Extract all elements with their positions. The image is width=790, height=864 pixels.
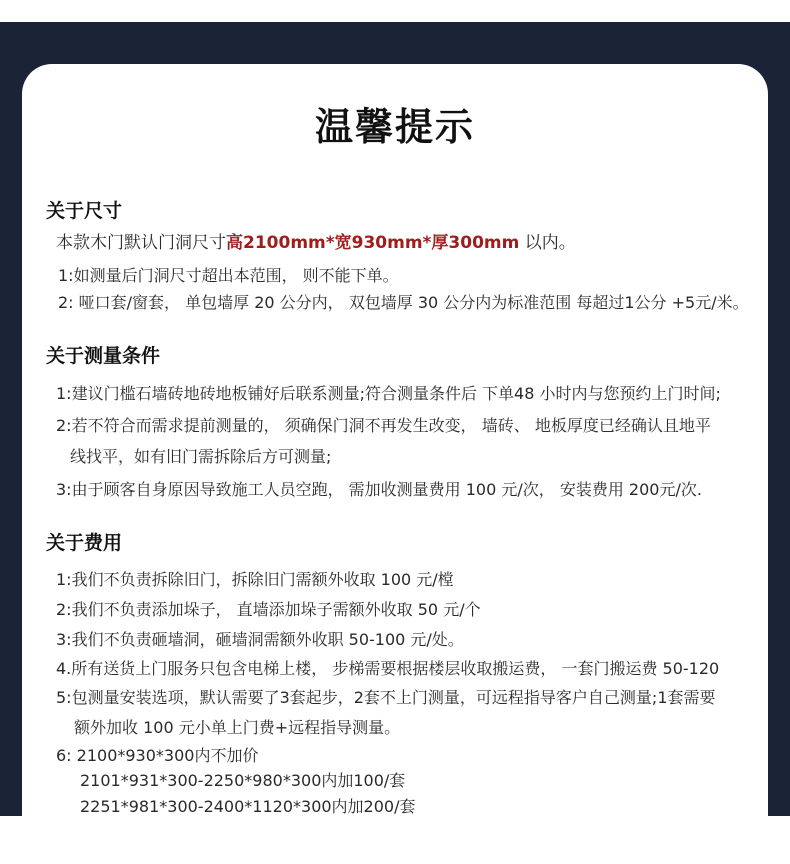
section-heading-measure: 关于测量条件 [46, 345, 161, 367]
fee-item: 2:我们不负责添加垛子， 直墙添加垛子需额外收取 50 元/个 [56, 600, 481, 619]
measure-item: 3:由于顾客自身原因导致施工人员空跑， 需加收测量费用 100 元/次， 安装费用 200元/次. [56, 480, 702, 499]
size-item: 1:如测量后门洞尺寸超出本范围， 则不能下单。 [58, 266, 399, 285]
section-heading-fee: 关于费用 [46, 532, 123, 554]
fee-item: 1:我们不负责拆除旧门，拆除旧门需额外收取 100 元/樘 [56, 570, 454, 589]
fee-item: 3:我们不负责砸墙洞，砸墙洞需额外收职 50-100 元/处。 [56, 630, 464, 649]
fee-item: 额外加收 100 元小单上门费+远程指导测量。 [74, 718, 401, 737]
fee-item: 6: 2100*930*300内不加价 [56, 746, 259, 765]
size-intro-prefix: 本款木门默认门洞尺寸 [56, 233, 226, 253]
measure-item: 线找平，如有旧门需拆除后方可测量; [70, 447, 332, 466]
size-intro [56, 228, 576, 253]
section-heading-size: 关于尺寸 [46, 200, 123, 222]
page-title: 温馨提示 [314, 105, 475, 149]
fee-item: 2101*931*300-2250*980*300内加100/套 [80, 771, 406, 790]
fee-item: 5:包测量安装选项，默认需要了3套起步，2套不上门测量，可远程指导客户自己测量;1套需要 [56, 688, 716, 707]
fee-item: 4.所有送货上门服务只包含电梯上楼， 步梯需要根据楼层收取搬运费， 一套门搬运费 50-120 [56, 659, 720, 678]
measure-item: 1:建议门槛石墙砖地砖地板铺好后联系测量;符合测量条件后 下单48 小时内与您预约上门时间; [56, 384, 721, 403]
size-intro-highlight: 高2100mm*宽930mm*厚300mm [226, 233, 520, 253]
size-intro-suffix: 以内。 [519, 233, 576, 253]
measure-item: 2:若不符合而需求提前测量的， 须确保门洞不再发生改变， 墙砖、 地板厚度已经确认且地平 [56, 416, 711, 435]
fee-item: 2251*981*300-2400*1120*300内加200/套 [80, 797, 416, 816]
size-item: 2: 哑口套/窗套， 单包墙厚 20 公分内， 双包墙厚 30 公分内为标准范围 每超过1公分 +5元/米。 [58, 293, 749, 312]
top-band [0, 0, 790, 22]
